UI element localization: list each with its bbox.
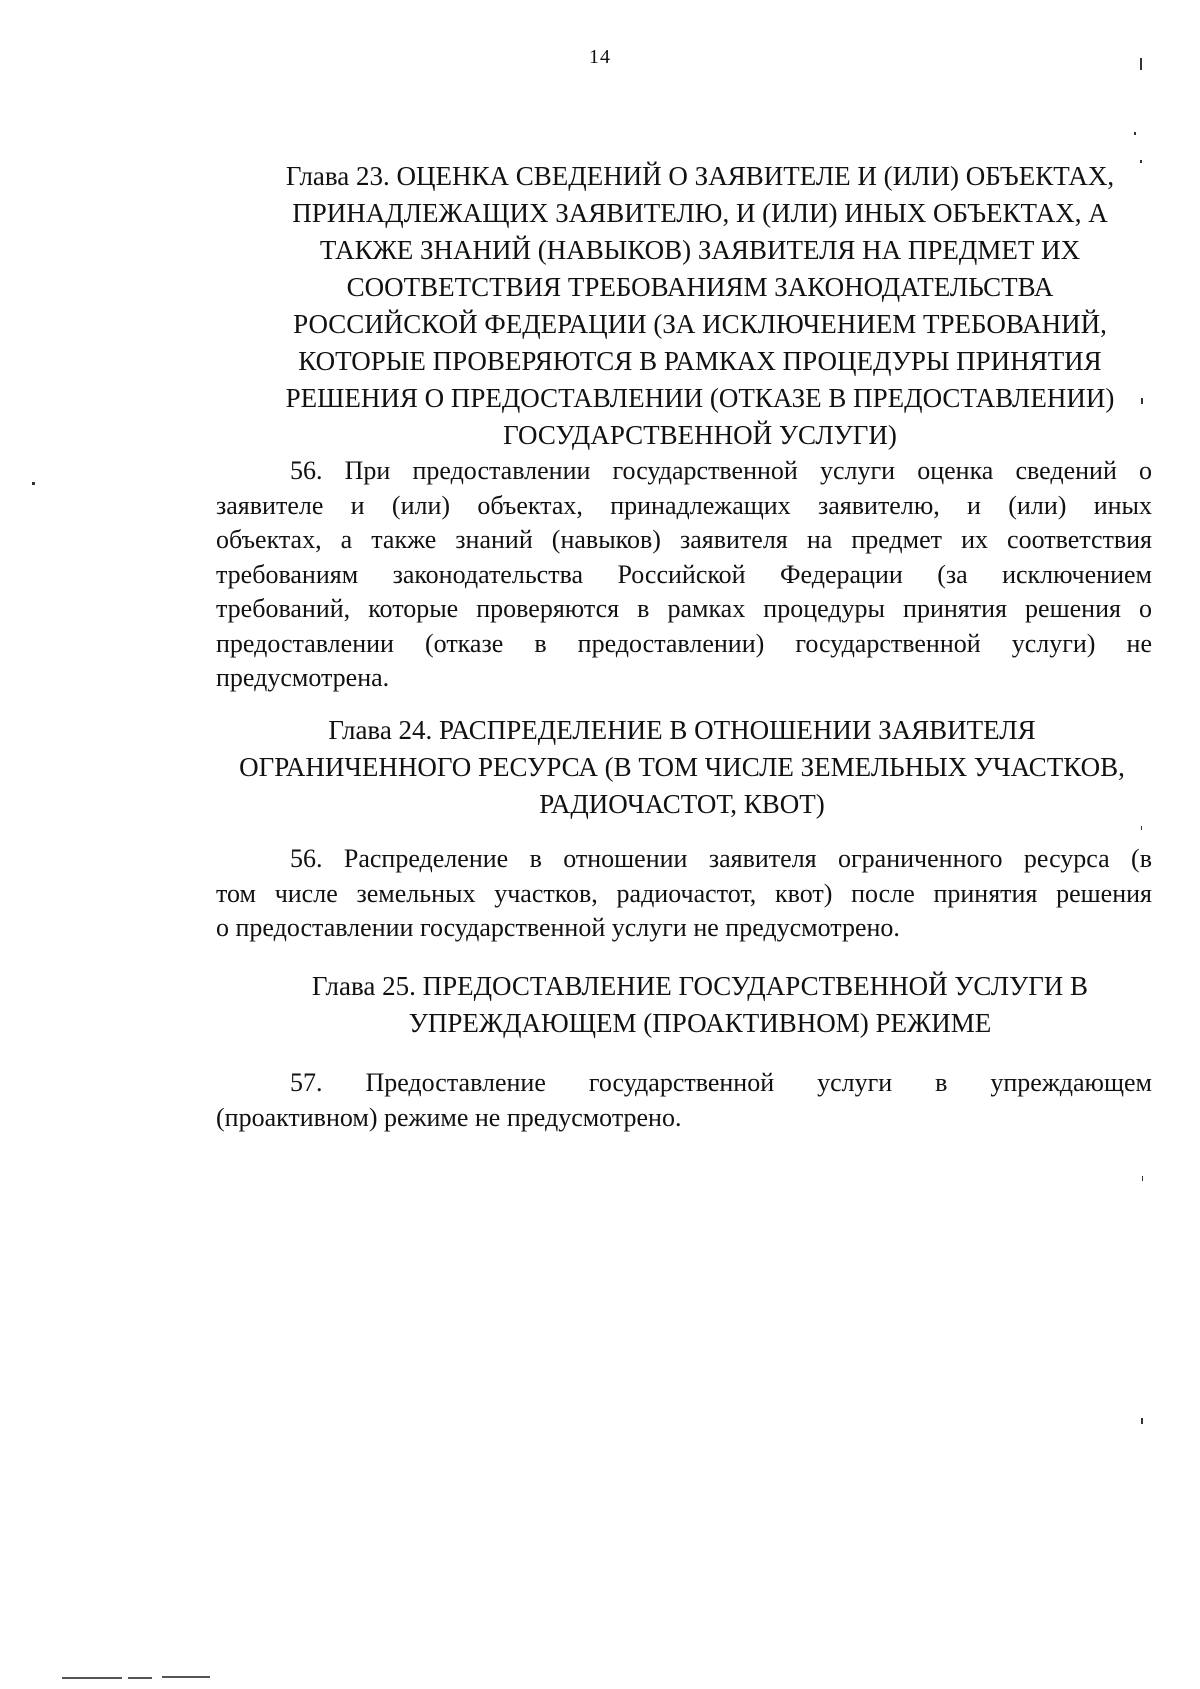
heading-line: РОССИЙСКОЙ ФЕДЕРАЦИИ (ЗА ИСКЛЮЧЕНИЕМ ТРЕБОВАНИЙ,: [293, 309, 1107, 339]
paragraph-line: предоставлении (отказе в предоставлении) государственной услуги) не: [216, 628, 1152, 658]
scan-edge-line: [162, 1676, 210, 1678]
paragraph-line: о предоставлении государственной услуги не предусмотрено.: [216, 913, 900, 942]
chapter-25-heading: [270, 968, 1130, 1042]
heading-line: КОТОРЫЕ ПРОВЕРЯЮТСЯ В РАМКАХ ПРОЦЕДУРЫ ПРИНЯТИЯ: [298, 346, 1102, 376]
paragraph-line: том числе земельных участков, радиочастот, квот) после принятия решения: [216, 878, 1152, 908]
paragraph-line: (проактивном) режиме не предусмотрено.: [216, 1102, 682, 1132]
scan-speck: [1142, 1176, 1143, 1181]
heading-line: ТАКЖЕ ЗНАНИЙ (НАВЫКОВ) ЗАЯВИТЕЛЯ НА ПРЕДМЕТ ИХ: [319, 235, 1081, 265]
heading-line: Глава 24. РАСПРЕДЕЛЕНИЕ В ОТНОШЕНИИ ЗАЯВИТЕЛЯ: [328, 715, 1036, 745]
heading-line: ГОСУДАРСТВЕННОЙ УСЛУГИ): [503, 420, 897, 450]
chapter-23-heading: [240, 158, 1160, 454]
heading-line: РЕШЕНИЯ О ПРЕДОСТАВЛЕНИИ (ОТКАЗЕ В ПРЕДОСТАВЛЕНИИ): [285, 383, 1115, 413]
paragraph-line: 56. Распределение в отношении заявителя ограниченного ресурса (в: [290, 844, 1152, 873]
scan-edge-line: [62, 1677, 122, 1679]
paragraph-line: 57. Предоставление государственной услуги в упреждающем: [290, 1068, 1152, 1097]
scan-speck: [1140, 58, 1142, 70]
scan-speck: [1141, 398, 1143, 404]
heading-line: СООТВЕТСТВИЯ ТРЕБОВАНИЯМ ЗАКОНОДАТЕЛЬСТВА: [346, 272, 1054, 302]
paragraph-line: 56. При предоставлении государственной услуги оценка сведений о: [290, 456, 1152, 485]
scan-speck: [1141, 1418, 1143, 1424]
heading-line: Глава 23. ОЦЕНКА СВЕДЕНИЙ О ЗАЯВИТЕЛЕ И (ИЛИ) ОБЪЕКТАХ,: [285, 161, 1115, 191]
paragraph-line: объектах, а также знаний (навыков) заявителя на предмет их соответствия: [216, 525, 1152, 554]
paragraph-line: заявителе и (или) объектах, принадлежащих заявителю, и (или) иных: [216, 490, 1152, 520]
scan-speck: [1141, 826, 1142, 830]
page-number: 14: [589, 46, 611, 68]
paragraph-57-proactive: [216, 1066, 1152, 1135]
paragraph-line: требованиям законодательства Российской Федерации (за исключением: [216, 559, 1152, 589]
chapter-24-heading: [208, 712, 1156, 823]
scan-speck: [1134, 132, 1136, 135]
paragraph-56-assessment: [216, 454, 1152, 696]
paragraph-56-distribution: [216, 842, 1152, 946]
heading-line: УПРЕЖДАЮЩЕМ (ПРОАКТИВНОМ) РЕЖИМЕ: [408, 1008, 992, 1038]
heading-line: ПРИНАДЛЕЖАЩИХ ЗАЯВИТЕЛЮ, И (ИЛИ) ИНЫХ ОБЪЕКТАХ, А: [292, 198, 1108, 228]
scan-speck: [32, 482, 35, 485]
paragraph-line: предусмотрена.: [216, 663, 390, 692]
scan-edge-line: [128, 1677, 152, 1679]
heading-line: ОГРАНИЧЕННОГО РЕСУРСА (В ТОМ ЧИСЛЕ ЗЕМЕЛЬНЫХ УЧАСТКОВ,: [239, 752, 1125, 782]
scan-speck: [1140, 160, 1142, 163]
heading-line: РАДИОЧАСТОТ, КВОТ): [539, 789, 825, 819]
heading-line: Глава 25. ПРЕДОСТАВЛЕНИЕ ГОСУДАРСТВЕННОЙ УСЛУГИ В: [311, 971, 1089, 1001]
paragraph-line: требований, которые проверяются в рамках процедуры принятия решения о: [216, 594, 1152, 623]
